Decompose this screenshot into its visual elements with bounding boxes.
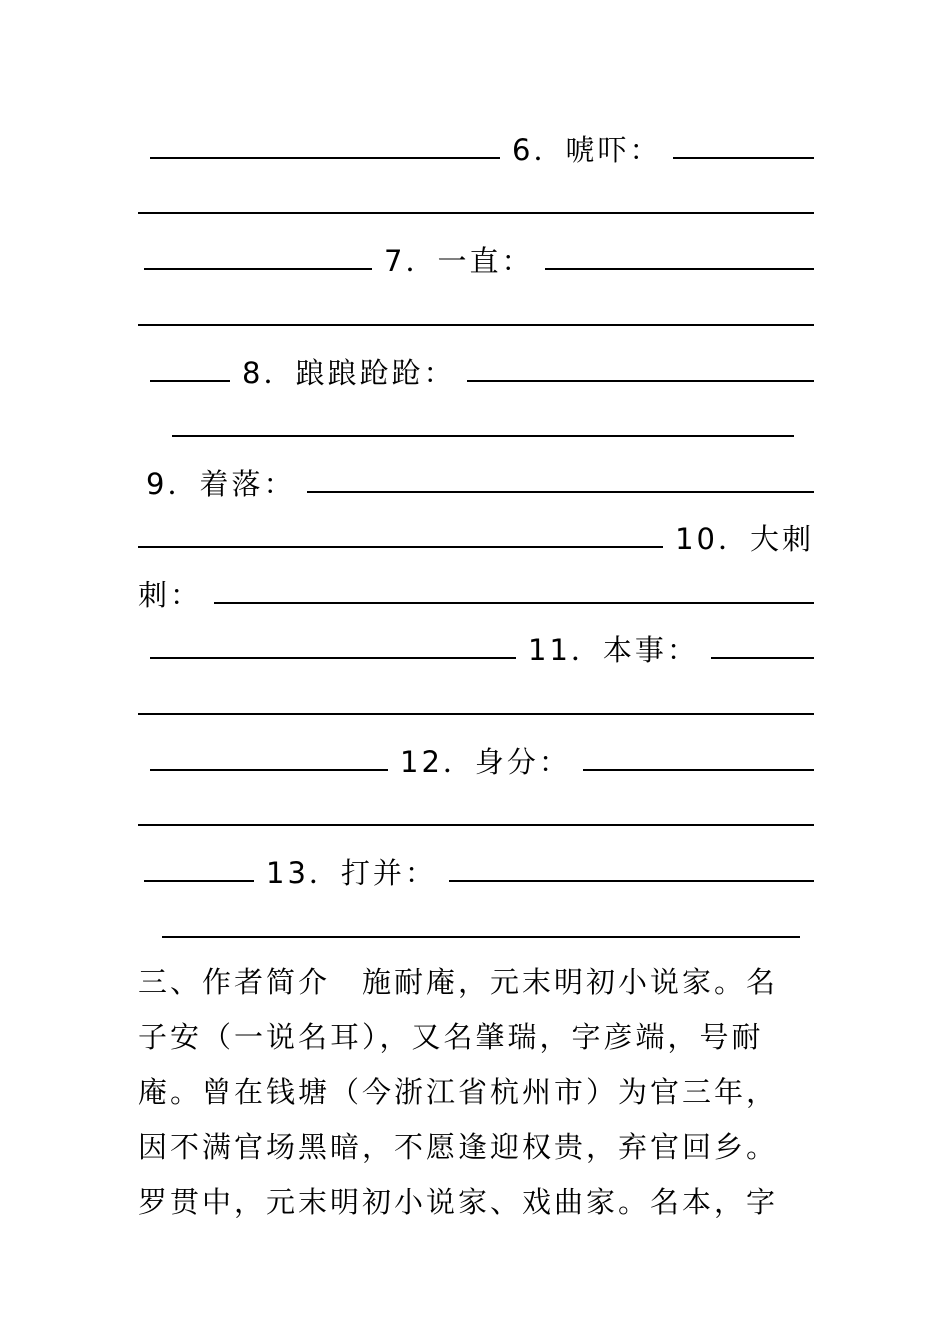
author-intro (138, 955, 818, 1230)
vocab-item-10 (138, 514, 814, 554)
answer-blank[interactable] (150, 380, 230, 382)
answer-line (138, 792, 814, 832)
intro-line: 三、作者简介 施耐庵，元末明初小说家。名 (138, 965, 779, 999)
vocab-label: 6．唬吓： (512, 133, 662, 167)
answer-blank[interactable] (214, 602, 814, 604)
vocab-item-6 (138, 125, 814, 165)
answer-blank[interactable] (138, 324, 814, 326)
answer-line (162, 904, 800, 944)
answer-blank[interactable] (138, 546, 663, 548)
vocab-label: 7．一直： (384, 244, 534, 278)
vocab-item-9 (138, 459, 814, 499)
answer-blank[interactable] (545, 268, 814, 270)
answer-blank[interactable] (138, 824, 814, 826)
answer-line (138, 681, 814, 721)
vocab-item-13 (138, 848, 814, 888)
answer-blank[interactable] (307, 491, 814, 493)
vocab-item-7 (138, 236, 814, 276)
vocab-item-10-cont (138, 570, 814, 610)
answer-blank[interactable] (138, 713, 814, 715)
vocab-label: 11．本事： (528, 633, 699, 667)
intro-line: 因不满官场黑暗，不愿逢迎权贵，弃官回乡。 (138, 1130, 779, 1164)
intro-line: 罗贯中，元末明初小说家、戏曲家。名本，字 (138, 1185, 779, 1219)
vocab-item-12 (138, 737, 814, 777)
intro-line: 子安（一说名耳），又名肇瑞，字彦端，号耐 (138, 1020, 764, 1054)
answer-line (138, 292, 814, 332)
answer-blank[interactable] (673, 157, 814, 159)
answer-blank[interactable] (144, 880, 254, 882)
answer-blank[interactable] (150, 157, 500, 159)
vocab-label: 8．踉踉跄跄： (242, 356, 456, 390)
vocab-label: 12．身分： (400, 745, 571, 779)
answer-blank[interactable] (583, 769, 814, 771)
vocab-label: 13．打并： (266, 856, 437, 890)
vocab-label: 刺： (138, 578, 203, 612)
answer-blank[interactable] (711, 657, 814, 659)
vocab-label: 10．大刺 (675, 522, 814, 556)
vocab-item-8 (138, 348, 814, 388)
intro-line: 庵。曾在钱塘（今浙江省杭州市）为官三年， (138, 1075, 779, 1109)
vocab-label: 9．着落： (146, 467, 296, 501)
answer-blank[interactable] (144, 268, 372, 270)
vocab-item-11 (138, 625, 814, 665)
answer-blank[interactable] (172, 435, 794, 437)
answer-blank[interactable] (449, 880, 814, 882)
answer-blank[interactable] (162, 936, 800, 938)
answer-blank[interactable] (467, 380, 814, 382)
answer-blank[interactable] (138, 212, 814, 214)
answer-blank[interactable] (150, 769, 388, 771)
answer-blank[interactable] (150, 657, 516, 659)
answer-line (138, 180, 814, 220)
answer-line (172, 403, 794, 443)
